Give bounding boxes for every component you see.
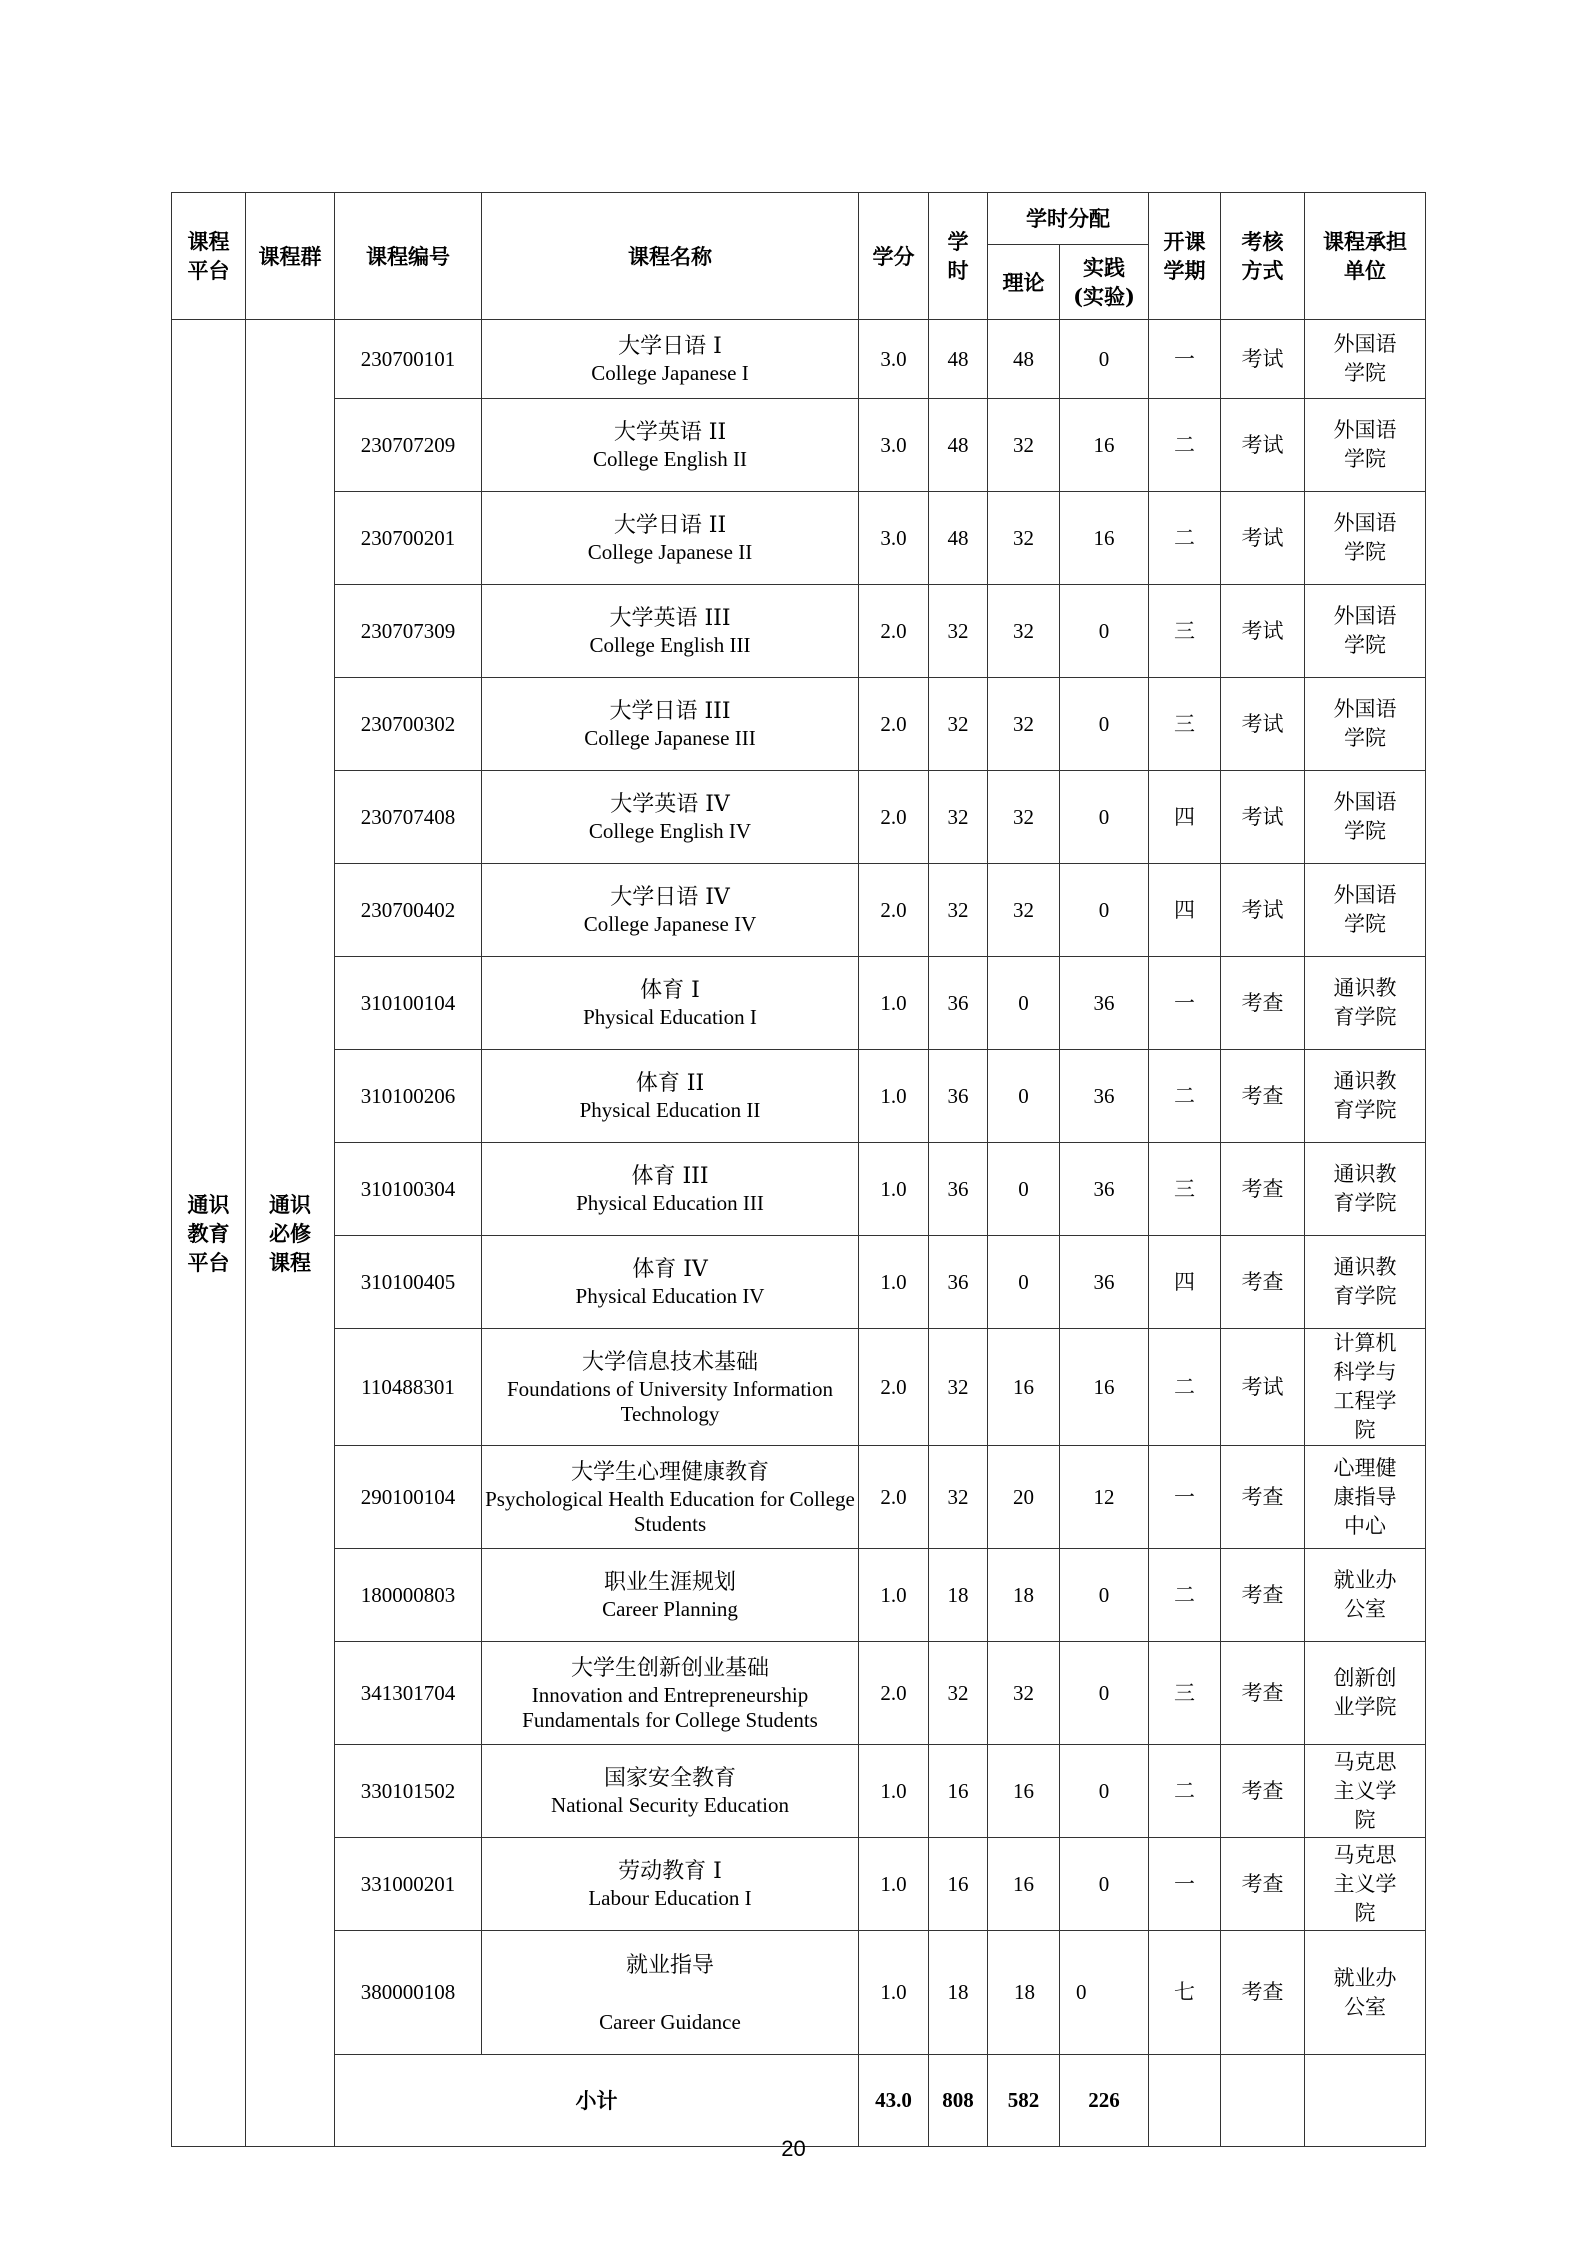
course-code: 341301704 [335, 1642, 482, 1745]
course-hours: 36 [929, 1236, 988, 1329]
course-hours: 18 [929, 1549, 988, 1642]
header-platform: 课程平台 [172, 193, 246, 320]
table-body [172, 320, 1426, 2147]
course-semester: 四 [1149, 771, 1221, 864]
header-code: 课程编号 [335, 193, 482, 320]
total-credit: 43.0 [859, 2055, 929, 2147]
course-credit: 3.0 [859, 492, 929, 585]
course-practice: 16 [1060, 492, 1149, 585]
table-row [172, 1838, 1426, 1931]
course-hours: 48 [929, 492, 988, 585]
course-name [482, 771, 859, 864]
header-practice: 实践(实验) [1060, 245, 1149, 320]
course-unit: 外国语学院 [1305, 771, 1426, 864]
course-assessment: 考查 [1221, 1446, 1305, 1549]
header-semester: 开课学期 [1149, 193, 1221, 320]
name-gap [482, 1980, 858, 2010]
course-hours: 16 [929, 1745, 988, 1838]
course-practice: 0 [1060, 1931, 1149, 2055]
course-semester: 四 [1149, 864, 1221, 957]
course-credit: 2.0 [859, 1642, 929, 1745]
course-semester: 一 [1149, 957, 1221, 1050]
course-assessment: 考试 [1221, 399, 1305, 492]
course-name-zh: 大学信息技术基础 [581, 1349, 758, 1375]
course-name [482, 492, 859, 585]
course-code: 230700402 [335, 864, 482, 957]
course-assessment: 考试 [1221, 492, 1305, 585]
course-practice: 0 [1060, 1838, 1149, 1931]
course-name-zh: 大学日语 IV [610, 885, 730, 910]
header-hours-dist: 学时分配 [988, 193, 1149, 245]
course-practice: 36 [1060, 1236, 1149, 1329]
header-group: 课程群 [246, 193, 335, 320]
course-name-en: College Japanese II [587, 540, 753, 564]
table-row [172, 771, 1426, 864]
course-credit: 1.0 [859, 1143, 929, 1236]
course-name-en: Career Guidance [599, 2009, 741, 2034]
table-row [172, 1931, 1426, 2055]
table-row [172, 1050, 1426, 1143]
course-hours: 32 [929, 771, 988, 864]
course-assessment: 考查 [1221, 1838, 1305, 1931]
page-number: 20 [781, 2136, 806, 2161]
course-name [482, 957, 859, 1050]
course-name-en: Physical Education I [583, 1005, 757, 1029]
course-hours: 36 [929, 1050, 988, 1143]
course-theory: 16 [988, 1745, 1060, 1838]
course-credit: 2.0 [859, 864, 929, 957]
total-semester-empty [1149, 2055, 1221, 2147]
course-name [482, 1745, 859, 1838]
total-assessment-empty [1221, 2055, 1305, 2147]
course-hours: 32 [929, 1329, 988, 1446]
course-practice: 0 [1060, 320, 1149, 399]
course-hours: 32 [929, 1446, 988, 1549]
course-theory: 32 [988, 399, 1060, 492]
course-assessment: 考试 [1221, 585, 1305, 678]
course-name-zh: 体育 III [631, 1164, 709, 1189]
course-semester: 二 [1149, 399, 1221, 492]
course-theory: 32 [988, 1642, 1060, 1745]
course-theory: 32 [988, 492, 1060, 585]
course-table [171, 192, 1426, 2147]
course-hours: 18 [929, 1931, 988, 2055]
course-unit: 外国语学院 [1305, 320, 1426, 399]
course-hours: 36 [929, 957, 988, 1050]
course-assessment: 考查 [1221, 1642, 1305, 1745]
course-credit: 1.0 [859, 957, 929, 1050]
total-label: 小计 [335, 2055, 859, 2147]
table-row [172, 320, 1426, 399]
course-semester: 一 [1149, 320, 1221, 399]
table-row [172, 1745, 1426, 1838]
table-row [172, 1642, 1426, 1745]
course-name-zh: 国家安全教育 [603, 1766, 736, 1791]
course-name-zh: 大学日语 I [618, 334, 722, 359]
course-semester: 二 [1149, 1549, 1221, 1642]
table-row [172, 864, 1426, 957]
group-label: 通识必修课程 [246, 320, 335, 2147]
course-credit: 2.0 [859, 771, 929, 864]
header-theory: 理论 [988, 245, 1060, 320]
course-name-en: National Security Education [551, 1793, 789, 1817]
course-name-en: Psychological Health Education for College Students [485, 1486, 855, 1536]
course-name-zh: 职业生涯规划 [603, 1570, 736, 1595]
course-semester: 二 [1149, 1745, 1221, 1838]
course-code: 290100104 [335, 1446, 482, 1549]
course-credit: 1.0 [859, 1838, 929, 1931]
course-code: 310100104 [335, 957, 482, 1050]
course-semester: 二 [1149, 492, 1221, 585]
total-theory: 582 [988, 2055, 1060, 2147]
course-assessment: 考查 [1221, 1236, 1305, 1329]
course-hours: 48 [929, 399, 988, 492]
course-name-en: Physical Education III [576, 1191, 764, 1215]
course-name [482, 1236, 859, 1329]
course-code: 180000803 [335, 1549, 482, 1642]
course-unit: 外国语学院 [1305, 585, 1426, 678]
course-unit: 通识教育学院 [1305, 1050, 1426, 1143]
course-name-zh: 体育 IV [632, 1257, 708, 1282]
course-semester: 二 [1149, 1329, 1221, 1446]
course-practice: 0 [1060, 585, 1149, 678]
course-assessment: 考试 [1221, 864, 1305, 957]
course-assessment: 考试 [1221, 1329, 1305, 1446]
header-credit: 学分 [859, 193, 929, 320]
course-practice: 36 [1060, 1143, 1149, 1236]
course-code: 380000108 [335, 1931, 482, 2055]
course-credit: 1.0 [859, 1549, 929, 1642]
course-name-zh: 大学英语 IV [610, 792, 730, 817]
course-credit: 1.0 [859, 1236, 929, 1329]
course-name-en: College English III [589, 633, 751, 657]
course-unit: 外国语学院 [1305, 678, 1426, 771]
course-name-en: Physical Education II [579, 1098, 761, 1122]
course-assessment: 考查 [1221, 1931, 1305, 2055]
course-code: 331000201 [335, 1838, 482, 1931]
course-code: 330101502 [335, 1745, 482, 1838]
course-code: 230707209 [335, 399, 482, 492]
course-unit: 通识教育学院 [1305, 1236, 1426, 1329]
course-name-en: Innovation and Entrepreneurship Fundamentals for College Students [522, 1682, 818, 1732]
course-hours: 16 [929, 1838, 988, 1931]
course-name [482, 1329, 859, 1446]
course-practice: 12 [1060, 1446, 1149, 1549]
course-semester: 七 [1149, 1931, 1221, 2055]
course-hours: 32 [929, 864, 988, 957]
course-practice: 36 [1060, 957, 1149, 1050]
course-name-zh: 体育 I [640, 978, 700, 1003]
course-name-zh: 大学英语 II [613, 420, 727, 445]
course-code: 230700201 [335, 492, 482, 585]
course-name [482, 1446, 859, 1549]
course-practice: 16 [1060, 399, 1149, 492]
course-assessment: 考试 [1221, 320, 1305, 399]
course-theory: 48 [988, 320, 1060, 399]
header-assessment: 考核方式 [1221, 193, 1305, 320]
course-assessment: 考试 [1221, 678, 1305, 771]
course-theory: 20 [988, 1446, 1060, 1549]
course-assessment: 考查 [1221, 1143, 1305, 1236]
course-semester: 三 [1149, 585, 1221, 678]
course-name-en: College Japanese I [591, 361, 749, 385]
course-practice: 0 [1060, 1745, 1149, 1838]
course-practice: 0 [1060, 864, 1149, 957]
course-credit: 2.0 [859, 585, 929, 678]
course-name [482, 864, 859, 957]
total-row [172, 2055, 1426, 2147]
course-practice: 16 [1060, 1329, 1149, 1446]
course-unit: 计算机科学与工程学院 [1305, 1329, 1426, 1446]
course-theory: 18 [988, 1931, 1060, 2055]
course-credit: 2.0 [859, 1446, 929, 1549]
course-theory: 18 [988, 1549, 1060, 1642]
course-hours: 32 [929, 1642, 988, 1745]
course-name-en: College English II [593, 447, 747, 471]
course-theory: 0 [988, 1050, 1060, 1143]
course-unit: 通识教育学院 [1305, 1143, 1426, 1236]
course-credit: 3.0 [859, 399, 929, 492]
header-name: 课程名称 [482, 193, 859, 320]
course-unit: 就业办公室 [1305, 1549, 1426, 1642]
header-unit: 课程承担单位 [1305, 193, 1426, 320]
course-credit: 2.0 [859, 678, 929, 771]
course-name-zh: 体育 II [635, 1071, 705, 1096]
course-semester: 四 [1149, 1236, 1221, 1329]
course-theory: 16 [988, 1838, 1060, 1931]
total-unit-empty [1305, 2055, 1426, 2147]
course-theory: 0 [988, 1143, 1060, 1236]
platform-label: 通识教育平台 [172, 320, 246, 2147]
course-semester: 一 [1149, 1446, 1221, 1549]
course-semester: 三 [1149, 678, 1221, 771]
course-code: 310100304 [335, 1143, 482, 1236]
table-row [172, 399, 1426, 492]
course-code: 230707408 [335, 771, 482, 864]
course-unit: 马克思主义学院 [1305, 1745, 1426, 1838]
course-name [482, 1050, 859, 1143]
course-credit: 3.0 [859, 320, 929, 399]
course-assessment: 考查 [1221, 957, 1305, 1050]
total-hours: 808 [929, 2055, 988, 2147]
course-credit: 1.0 [859, 1931, 929, 2055]
course-code: 310100206 [335, 1050, 482, 1143]
course-assessment: 考查 [1221, 1745, 1305, 1838]
course-code: 310100405 [335, 1236, 482, 1329]
course-theory: 32 [988, 864, 1060, 957]
course-hours: 32 [929, 678, 988, 771]
table-header [172, 193, 1426, 320]
course-credit: 1.0 [859, 1745, 929, 1838]
course-name [482, 399, 859, 492]
table-row [172, 1549, 1426, 1642]
course-name-zh: 劳动教育 I [618, 1859, 722, 1884]
course-semester: 三 [1149, 1143, 1221, 1236]
course-theory: 32 [988, 585, 1060, 678]
course-name [482, 1549, 859, 1642]
course-unit: 外国语学院 [1305, 399, 1426, 492]
course-practice: 0 [1060, 1549, 1149, 1642]
course-name [482, 1642, 859, 1745]
course-code: 110488301 [335, 1329, 482, 1446]
table-row [172, 1143, 1426, 1236]
course-hours: 36 [929, 1143, 988, 1236]
course-code: 230700101 [335, 320, 482, 399]
course-name-en: College Japanese IV [583, 912, 757, 936]
course-theory: 32 [988, 678, 1060, 771]
course-unit: 通识教育学院 [1305, 957, 1426, 1050]
table-row [172, 1329, 1426, 1446]
course-name-en: College English IV [588, 819, 752, 843]
course-name [482, 1931, 859, 2055]
course-assessment: 考试 [1221, 771, 1305, 864]
course-name-zh: 大学日语 II [613, 513, 727, 538]
course-name [482, 585, 859, 678]
course-name-zh: 大学日语 III [609, 699, 731, 724]
course-name [482, 1838, 859, 1931]
table-row [172, 678, 1426, 771]
course-unit: 创新创业学院 [1305, 1642, 1426, 1745]
course-name [482, 1143, 859, 1236]
course-semester: 一 [1149, 1838, 1221, 1931]
course-name-en: Physical Education IV [575, 1284, 765, 1308]
course-code: 230700302 [335, 678, 482, 771]
course-unit: 外国语学院 [1305, 864, 1426, 957]
course-name [482, 678, 859, 771]
course-theory: 32 [988, 771, 1060, 864]
table-row [172, 1236, 1426, 1329]
course-unit: 心理健康指导中心 [1305, 1446, 1426, 1549]
course-theory: 0 [988, 1236, 1060, 1329]
course-semester: 二 [1149, 1050, 1221, 1143]
course-semester: 三 [1149, 1642, 1221, 1745]
course-practice: 0 [1060, 1642, 1149, 1745]
course-assessment: 考查 [1221, 1549, 1305, 1642]
course-hours: 48 [929, 320, 988, 399]
course-name-zh: 大学生创新创业基础 [570, 1655, 769, 1681]
course-practice: 0 [1060, 678, 1149, 771]
course-name-en: Labour Education I [588, 1886, 752, 1910]
table-row [172, 1446, 1426, 1549]
course-name [482, 320, 859, 399]
table-row [172, 957, 1426, 1050]
header-hours: 学时 [929, 193, 988, 320]
course-unit: 外国语学院 [1305, 492, 1426, 585]
course-name-zh: 大学生心理健康教育 [570, 1459, 769, 1485]
course-unit: 就业办公室 [1305, 1931, 1426, 2055]
course-name-en: College Japanese III [584, 726, 756, 750]
course-practice: 0 [1060, 771, 1149, 864]
course-credit: 2.0 [859, 1329, 929, 1446]
course-theory: 16 [988, 1329, 1060, 1446]
course-name-en: Career Planning [602, 1597, 738, 1621]
course-practice: 36 [1060, 1050, 1149, 1143]
course-hours: 32 [929, 585, 988, 678]
total-practice: 226 [1060, 2055, 1149, 2147]
course-credit: 1.0 [859, 1050, 929, 1143]
course-name-zh: 大学英语 III [609, 606, 731, 631]
course-unit: 马克思主义学院 [1305, 1838, 1426, 1931]
course-name-zh: 就业指导 [625, 1952, 714, 1978]
course-assessment: 考查 [1221, 1050, 1305, 1143]
table-row [172, 585, 1426, 678]
course-name-en: Foundations of University Information Technology [506, 1376, 834, 1426]
course-theory: 0 [988, 957, 1060, 1050]
table-row [172, 492, 1426, 585]
course-code: 230707309 [335, 585, 482, 678]
